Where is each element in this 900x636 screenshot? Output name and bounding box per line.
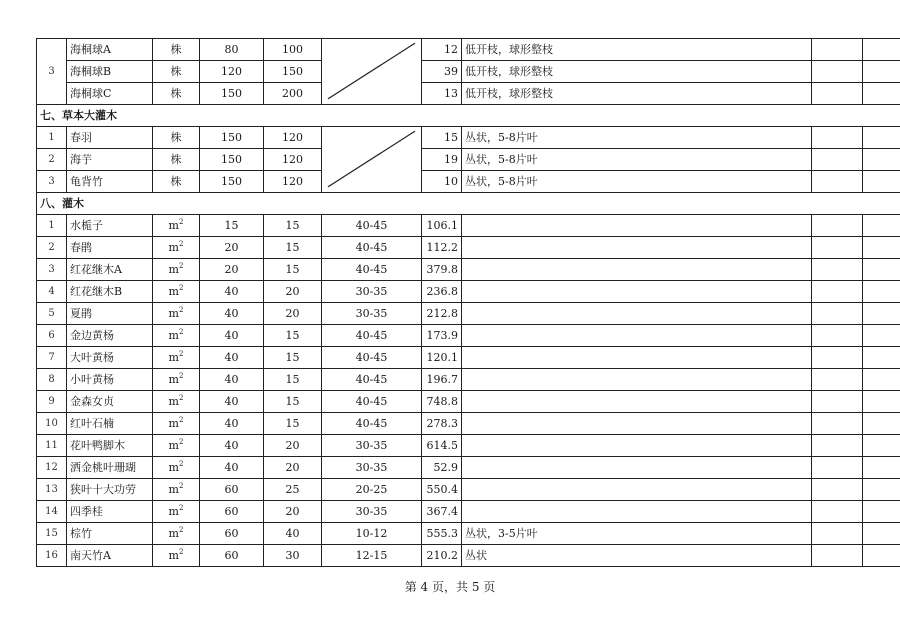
height-cell: 40 [200, 435, 264, 457]
unit-exponent: 2 [178, 482, 184, 490]
unit-exponent: 2 [178, 394, 184, 402]
unit-cell: 株 [153, 171, 200, 193]
empty-cell [812, 501, 863, 523]
height-cell: 150 [200, 149, 264, 171]
row-number: 1 [37, 127, 67, 149]
height-cell: 40 [200, 325, 264, 347]
unit-exponent: 2 [178, 438, 184, 446]
empty-cell [812, 435, 863, 457]
density-cell: 12-15 [322, 545, 422, 567]
table-row [37, 259, 900, 281]
unit-cell [153, 545, 200, 567]
quantity-cell: 15 [422, 127, 462, 149]
plant-name: 大叶黄杨 [67, 347, 153, 369]
note-cell [462, 435, 812, 457]
plant-name: 南天竹A [67, 545, 153, 567]
row-number: 2 [37, 237, 67, 259]
note-cell [462, 369, 812, 391]
empty-cell [812, 215, 863, 237]
unit-exponent: 2 [178, 416, 184, 424]
quantity-cell: 19 [422, 149, 462, 171]
unit-exponent: 2 [178, 548, 184, 556]
height-cell: 40 [200, 303, 264, 325]
quantity-cell: 196.7 [422, 369, 462, 391]
empty-cell [863, 523, 900, 545]
note-cell: 低开枝，球形整枝 [462, 39, 812, 61]
height-cell: 60 [200, 501, 264, 523]
quantity-cell: 173.9 [422, 325, 462, 347]
table-row [37, 391, 900, 413]
spread-cell: 20 [264, 501, 322, 523]
table-row [37, 523, 900, 545]
unit-base: m [168, 483, 179, 496]
empty-cell [812, 325, 863, 347]
empty-cell [863, 171, 900, 193]
spread-cell: 15 [264, 413, 322, 435]
empty-cell [812, 83, 863, 105]
plant-name: 小叶黄杨 [67, 369, 153, 391]
plant-name: 海桐球A [67, 39, 153, 61]
row-number: 4 [37, 281, 67, 303]
note-cell [462, 479, 812, 501]
density-cell: 40-45 [322, 413, 422, 435]
quantity-cell: 367.4 [422, 501, 462, 523]
row-number: 6 [37, 325, 67, 347]
spread-cell: 15 [264, 347, 322, 369]
note-cell: 丛状，5-8片叶 [462, 127, 812, 149]
spread-cell: 200 [264, 83, 322, 105]
note-cell [462, 303, 812, 325]
empty-cell [863, 303, 900, 325]
table-row [37, 83, 900, 105]
unit-base: m [168, 395, 179, 408]
unit-exponent: 2 [178, 328, 184, 336]
plant-name: 春鹃 [67, 237, 153, 259]
empty-cell [812, 479, 863, 501]
row-number: 15 [37, 523, 67, 545]
row-number: 3 [37, 171, 67, 193]
density-cell: 40-45 [322, 259, 422, 281]
density-cell: 40-45 [322, 215, 422, 237]
quantity-cell: 120.1 [422, 347, 462, 369]
unit-base: m [168, 373, 179, 386]
empty-cell [812, 391, 863, 413]
spread-cell: 15 [264, 325, 322, 347]
table-row [37, 105, 900, 127]
unit-cell [153, 215, 200, 237]
spread-cell: 120 [264, 171, 322, 193]
empty-cell [812, 347, 863, 369]
diagonal-strike-cell [322, 39, 422, 105]
unit-base: m [168, 241, 179, 254]
height-cell: 80 [200, 39, 264, 61]
table-row [37, 171, 900, 193]
table-row [37, 149, 900, 171]
empty-cell [812, 149, 863, 171]
unit-cell [153, 479, 200, 501]
plant-name: 四季桂 [67, 501, 153, 523]
note-cell [462, 413, 812, 435]
empty-cell [812, 237, 863, 259]
empty-cell [863, 61, 900, 83]
density-cell: 40-45 [322, 391, 422, 413]
row-number: 11 [37, 435, 67, 457]
row-number: 3 [37, 259, 67, 281]
table-row [37, 325, 900, 347]
empty-cell [863, 237, 900, 259]
density-cell: 40-45 [322, 325, 422, 347]
height-cell: 150 [200, 171, 264, 193]
quantity-cell: 236.8 [422, 281, 462, 303]
empty-cell [863, 501, 900, 523]
density-cell: 30-35 [322, 303, 422, 325]
height-cell: 150 [200, 127, 264, 149]
spread-cell: 30 [264, 545, 322, 567]
height-cell: 40 [200, 281, 264, 303]
note-cell [462, 501, 812, 523]
spread-cell: 25 [264, 479, 322, 501]
note-cell [462, 259, 812, 281]
row-number: 8 [37, 369, 67, 391]
note-cell: 丛状，5-8片叶 [462, 149, 812, 171]
spread-cell: 100 [264, 39, 322, 61]
empty-cell [863, 83, 900, 105]
plant-name: 花叶鸭脚木 [67, 435, 153, 457]
height-cell: 60 [200, 479, 264, 501]
note-cell [462, 281, 812, 303]
quantity-cell: 210.2 [422, 545, 462, 567]
height-cell: 20 [200, 259, 264, 281]
empty-cell [863, 391, 900, 413]
height-cell: 60 [200, 545, 264, 567]
note-cell [462, 347, 812, 369]
table-row [37, 479, 900, 501]
empty-cell [812, 369, 863, 391]
spread-cell: 15 [264, 391, 322, 413]
plant-name: 红花继木A [67, 259, 153, 281]
density-cell: 30-35 [322, 281, 422, 303]
unit-base: m [168, 263, 179, 276]
note-cell: 低开枝，球形整枝 [462, 83, 812, 105]
unit-exponent: 2 [178, 262, 184, 270]
table-row [37, 237, 900, 259]
empty-cell [812, 171, 863, 193]
unit-cell [153, 391, 200, 413]
unit-exponent: 2 [178, 284, 184, 292]
quantity-cell: 614.5 [422, 435, 462, 457]
empty-cell [812, 457, 863, 479]
note-cell: 低开枝，球形整枝 [462, 61, 812, 83]
unit-cell [153, 303, 200, 325]
plant-name: 夏鹃 [67, 303, 153, 325]
table-row [37, 413, 900, 435]
quantity-cell: 112.2 [422, 237, 462, 259]
section-heading: 八、灌木 [37, 193, 900, 215]
plant-name: 海桐球C [67, 83, 153, 105]
empty-cell [863, 281, 900, 303]
table-row [37, 435, 900, 457]
height-cell: 40 [200, 369, 264, 391]
height-cell: 40 [200, 413, 264, 435]
plant-name: 龟背竹 [67, 171, 153, 193]
empty-cell [863, 369, 900, 391]
height-cell: 15 [200, 215, 264, 237]
height-cell: 40 [200, 457, 264, 479]
unit-exponent: 2 [178, 526, 184, 534]
unit-cell [153, 259, 200, 281]
spread-cell: 20 [264, 303, 322, 325]
unit-exponent: 2 [178, 372, 184, 380]
table-row [37, 545, 900, 567]
empty-cell [863, 413, 900, 435]
note-cell [462, 391, 812, 413]
plant-name: 红叶石楠 [67, 413, 153, 435]
plant-name: 金森女贞 [67, 391, 153, 413]
spread-cell: 15 [264, 369, 322, 391]
spread-cell: 120 [264, 149, 322, 171]
unit-base: m [168, 461, 179, 474]
unit-cell: 株 [153, 83, 200, 105]
spread-cell: 120 [264, 127, 322, 149]
density-cell: 30-35 [322, 501, 422, 523]
unit-cell [153, 523, 200, 545]
note-cell [462, 215, 812, 237]
height-cell: 60 [200, 523, 264, 545]
table-row [37, 193, 900, 215]
row-number: 2 [37, 149, 67, 171]
empty-cell [812, 413, 863, 435]
height-cell: 120 [200, 61, 264, 83]
density-cell: 40-45 [322, 237, 422, 259]
empty-cell [812, 523, 863, 545]
height-cell: 150 [200, 83, 264, 105]
unit-exponent: 2 [178, 350, 184, 358]
unit-exponent: 2 [178, 460, 184, 468]
unit-cell [153, 413, 200, 435]
density-cell: 20-25 [322, 479, 422, 501]
unit-base: m [168, 329, 179, 342]
row-number: 10 [37, 413, 67, 435]
unit-base: m [168, 285, 179, 298]
spread-cell: 15 [264, 215, 322, 237]
section-heading: 七、草本大灌木 [37, 105, 900, 127]
note-cell: 丛状，3-5片叶 [462, 523, 812, 545]
note-cell: 丛状，5-8片叶 [462, 171, 812, 193]
spread-cell: 15 [264, 259, 322, 281]
table-row [37, 347, 900, 369]
empty-cell [812, 127, 863, 149]
unit-cell: 株 [153, 127, 200, 149]
row-number: 9 [37, 391, 67, 413]
empty-cell [863, 545, 900, 567]
spread-cell: 150 [264, 61, 322, 83]
empty-cell [863, 149, 900, 171]
density-cell: 30-35 [322, 457, 422, 479]
quantity-cell: 379.8 [422, 259, 462, 281]
table-row [37, 457, 900, 479]
plant-name: 水栀子 [67, 215, 153, 237]
empty-cell [812, 61, 863, 83]
empty-cell [863, 325, 900, 347]
unit-base: m [168, 351, 179, 364]
quantity-cell: 106.1 [422, 215, 462, 237]
table-row [37, 281, 900, 303]
empty-cell [812, 259, 863, 281]
unit-base: m [168, 219, 179, 232]
plant-name: 海桐球B [67, 61, 153, 83]
quantity-cell: 278.3 [422, 413, 462, 435]
height-cell: 40 [200, 391, 264, 413]
empty-cell [863, 479, 900, 501]
unit-exponent: 2 [178, 306, 184, 314]
unit-cell [153, 457, 200, 479]
table-row [37, 369, 900, 391]
unit-cell [153, 501, 200, 523]
plant-name: 春羽 [67, 127, 153, 149]
quantity-cell: 12 [422, 39, 462, 61]
page-footer: 第 4 页，共 5 页 [404, 580, 496, 594]
unit-base: m [168, 307, 179, 320]
unit-cell: 株 [153, 39, 200, 61]
plant-name: 狭叶十大功劳 [67, 479, 153, 501]
diagonal-line [322, 127, 421, 192]
table-row [37, 215, 900, 237]
quantity-cell: 10 [422, 171, 462, 193]
unit-base: m [168, 439, 179, 452]
row-number: 13 [37, 479, 67, 501]
unit-cell [153, 237, 200, 259]
empty-cell [863, 39, 900, 61]
empty-cell [812, 39, 863, 61]
unit-cell [153, 325, 200, 347]
height-cell: 40 [200, 347, 264, 369]
density-cell: 40-45 [322, 369, 422, 391]
table-row [37, 39, 900, 61]
plant-name: 棕竹 [67, 523, 153, 545]
unit-base: m [168, 549, 179, 562]
spread-cell: 20 [264, 281, 322, 303]
empty-cell [863, 259, 900, 281]
unit-exponent: 2 [178, 240, 184, 248]
table-row [37, 501, 900, 523]
empty-cell [863, 127, 900, 149]
note-cell [462, 457, 812, 479]
row-number: 16 [37, 545, 67, 567]
density-cell: 40-45 [322, 347, 422, 369]
unit-cell: 株 [153, 61, 200, 83]
spread-cell: 15 [264, 237, 322, 259]
row-number: 7 [37, 347, 67, 369]
empty-cell [863, 457, 900, 479]
note-cell [462, 325, 812, 347]
spread-cell: 20 [264, 457, 322, 479]
unit-exponent: 2 [178, 504, 184, 512]
row-number: 12 [37, 457, 67, 479]
unit-exponent: 2 [178, 218, 184, 226]
quantity-cell: 748.8 [422, 391, 462, 413]
plant-name: 红花继木B [67, 281, 153, 303]
unit-base: m [168, 417, 179, 430]
quantity-cell: 550.4 [422, 479, 462, 501]
density-cell: 10-12 [322, 523, 422, 545]
plant-name: 金边黄杨 [67, 325, 153, 347]
empty-cell [812, 303, 863, 325]
empty-cell [863, 435, 900, 457]
quantity-cell: 212.8 [422, 303, 462, 325]
plant-schedule-table [36, 38, 900, 567]
spread-cell: 20 [264, 435, 322, 457]
row-number: 1 [37, 215, 67, 237]
quantity-cell: 555.3 [422, 523, 462, 545]
plant-name: 洒金桃叶珊瑚 [67, 457, 153, 479]
diagonal-line [322, 39, 421, 104]
quantity-cell: 39 [422, 61, 462, 83]
unit-cell [153, 369, 200, 391]
note-cell [462, 237, 812, 259]
unit-cell [153, 435, 200, 457]
note-cell: 丛状 [462, 545, 812, 567]
quantity-cell: 13 [422, 83, 462, 105]
diagonal-strike-cell [322, 127, 422, 193]
quantity-cell: 52.9 [422, 457, 462, 479]
unit-cell: 株 [153, 149, 200, 171]
empty-cell [863, 215, 900, 237]
unit-base: m [168, 505, 179, 518]
unit-base: m [168, 527, 179, 540]
plant-name: 海芋 [67, 149, 153, 171]
table-row [37, 127, 900, 149]
table-row [37, 303, 900, 325]
density-cell: 30-35 [322, 435, 422, 457]
empty-cell [812, 545, 863, 567]
unit-cell [153, 347, 200, 369]
unit-cell [153, 281, 200, 303]
table-row [37, 61, 900, 83]
empty-cell [863, 347, 900, 369]
row-number: 14 [37, 501, 67, 523]
empty-cell [812, 281, 863, 303]
row-number: 3 [37, 39, 67, 105]
spread-cell: 40 [264, 523, 322, 545]
row-number: 5 [37, 303, 67, 325]
height-cell: 20 [200, 237, 264, 259]
